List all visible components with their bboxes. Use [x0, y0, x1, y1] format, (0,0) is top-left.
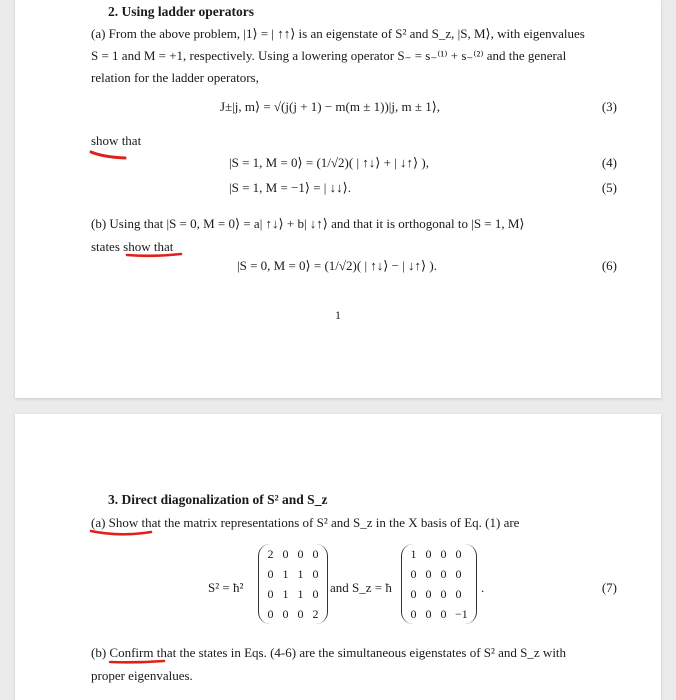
equation-3-number: (3) [601, 99, 617, 114]
equation-4: |S = 1, M = 0⟩ = (1/√2)( | ↑↓⟩ + | ↓↑⟩ ), [229, 155, 429, 170]
matrix-period: . [481, 580, 485, 595]
matrix-cell: 1 [297, 587, 304, 601]
equation-7-number: (7) [601, 580, 617, 595]
page-number: 1 [335, 308, 341, 322]
section-heading-2: 2. Using ladder operators [108, 4, 255, 19]
matrix-cell: 1 [282, 567, 289, 581]
matrix-cell: 0 [425, 607, 432, 621]
matrix-cell: −1 [455, 607, 468, 621]
matrix-cell: 1 [297, 567, 304, 581]
matrix-cell: 0 [440, 567, 447, 581]
red-underline-show-that [125, 250, 185, 260]
matrix-cell: 0 [425, 587, 432, 601]
matrix-row [410, 544, 468, 564]
equation-3: J±|j, m⟩ = √(j(j + 1) − m(m ± 1))|j, m ± 1⟩, [220, 99, 441, 114]
sz-matrix [401, 544, 477, 624]
matrix-row [267, 564, 319, 584]
matrix-cell: 0 [440, 547, 447, 561]
sz-matrix-grid [401, 544, 477, 624]
and-sz-label: and S_z = ħ [330, 580, 392, 595]
matrix-row [410, 604, 468, 624]
matrix-cell: 1 [410, 547, 417, 561]
red-underline-confirm [108, 657, 168, 667]
matrix-row [267, 584, 319, 604]
s2-matrix-grid [258, 544, 328, 624]
matrix-cell: 0 [455, 587, 462, 601]
part-b-line-2: proper eigenvalues. [91, 668, 193, 683]
matrix-cell: 0 [410, 607, 417, 621]
matrix-cell: 0 [410, 567, 417, 581]
matrix-cell: 0 [312, 567, 319, 581]
matrix-row [410, 584, 468, 604]
part-a-line-1: (a) From the above problem, |1⟩ = | ↑↑⟩ is an eigenstate of S² and S_z, |S, M⟩, with eigenvalues [91, 26, 585, 41]
part-b-line-2: states show that [91, 239, 174, 254]
red-annotation-mark-1 [89, 148, 129, 162]
part-b-line-1: (b) Confirm that the states in Eqs. (4-6) are the simultaneous eigenstates of S² and S_z with [91, 645, 567, 660]
matrix-cell: 0 [267, 607, 274, 621]
matrix-cell: 2 [312, 607, 319, 621]
matrix-cell: 0 [455, 547, 462, 561]
part-a-line-2: S = 1 and M = +1, respectively. Using a lowering operator S₋ = s₋⁽¹⁾ + s₋⁽²⁾ and the general [91, 48, 567, 63]
s2-label: S² = ħ² [208, 580, 244, 595]
matrix-row [267, 604, 319, 624]
equation-6: |S = 0, M = 0⟩ = (1/√2)( | ↑↓⟩ − | ↓↑⟩ ). [237, 258, 437, 273]
matrix-cell: 0 [282, 607, 289, 621]
equation-5-number: (5) [601, 180, 617, 195]
equation-5: |S = 1, M = −1⟩ = | ↓↓⟩. [229, 180, 351, 195]
matrix-cell: 0 [267, 587, 274, 601]
matrix-cell: 0 [440, 587, 447, 601]
matrix-cell: 0 [312, 547, 319, 561]
part-a-line-3: relation for the ladder operators, [91, 70, 259, 85]
matrix-cell: 1 [282, 587, 289, 601]
show-that-label: show that [91, 133, 142, 148]
s2-matrix [258, 544, 328, 624]
matrix-row [410, 564, 468, 584]
matrix-cell: 2 [267, 547, 274, 561]
red-underline-show [89, 527, 155, 539]
part-a-line: (a) Show that the matrix representations of S² and S_z in the X basis of Eq. (1) are [91, 515, 520, 530]
matrix-cell: 0 [425, 567, 432, 581]
document-page-2 [15, 414, 661, 700]
document-page-1 [15, 0, 661, 398]
matrix-row [267, 544, 319, 564]
section-heading-3: 3. Direct diagonalization of S² and S_z [108, 492, 328, 507]
matrix-cell: 0 [267, 567, 274, 581]
part-b-line-1: (b) Using that |S = 0, M = 0⟩ = a| ↑↓⟩ + b| ↓↑⟩ and that it is orthogonal to |S = 1, M⟩ [91, 216, 525, 231]
equation-4-number: (4) [601, 155, 617, 170]
matrix-cell: 0 [455, 567, 462, 581]
matrix-cell: 0 [440, 607, 447, 621]
equation-6-number: (6) [601, 258, 617, 273]
matrix-cell: 0 [282, 547, 289, 561]
matrix-cell: 0 [297, 547, 304, 561]
matrix-cell: 0 [312, 587, 319, 601]
matrix-cell: 0 [297, 607, 304, 621]
matrix-cell: 0 [410, 587, 417, 601]
matrix-cell: 0 [425, 547, 432, 561]
